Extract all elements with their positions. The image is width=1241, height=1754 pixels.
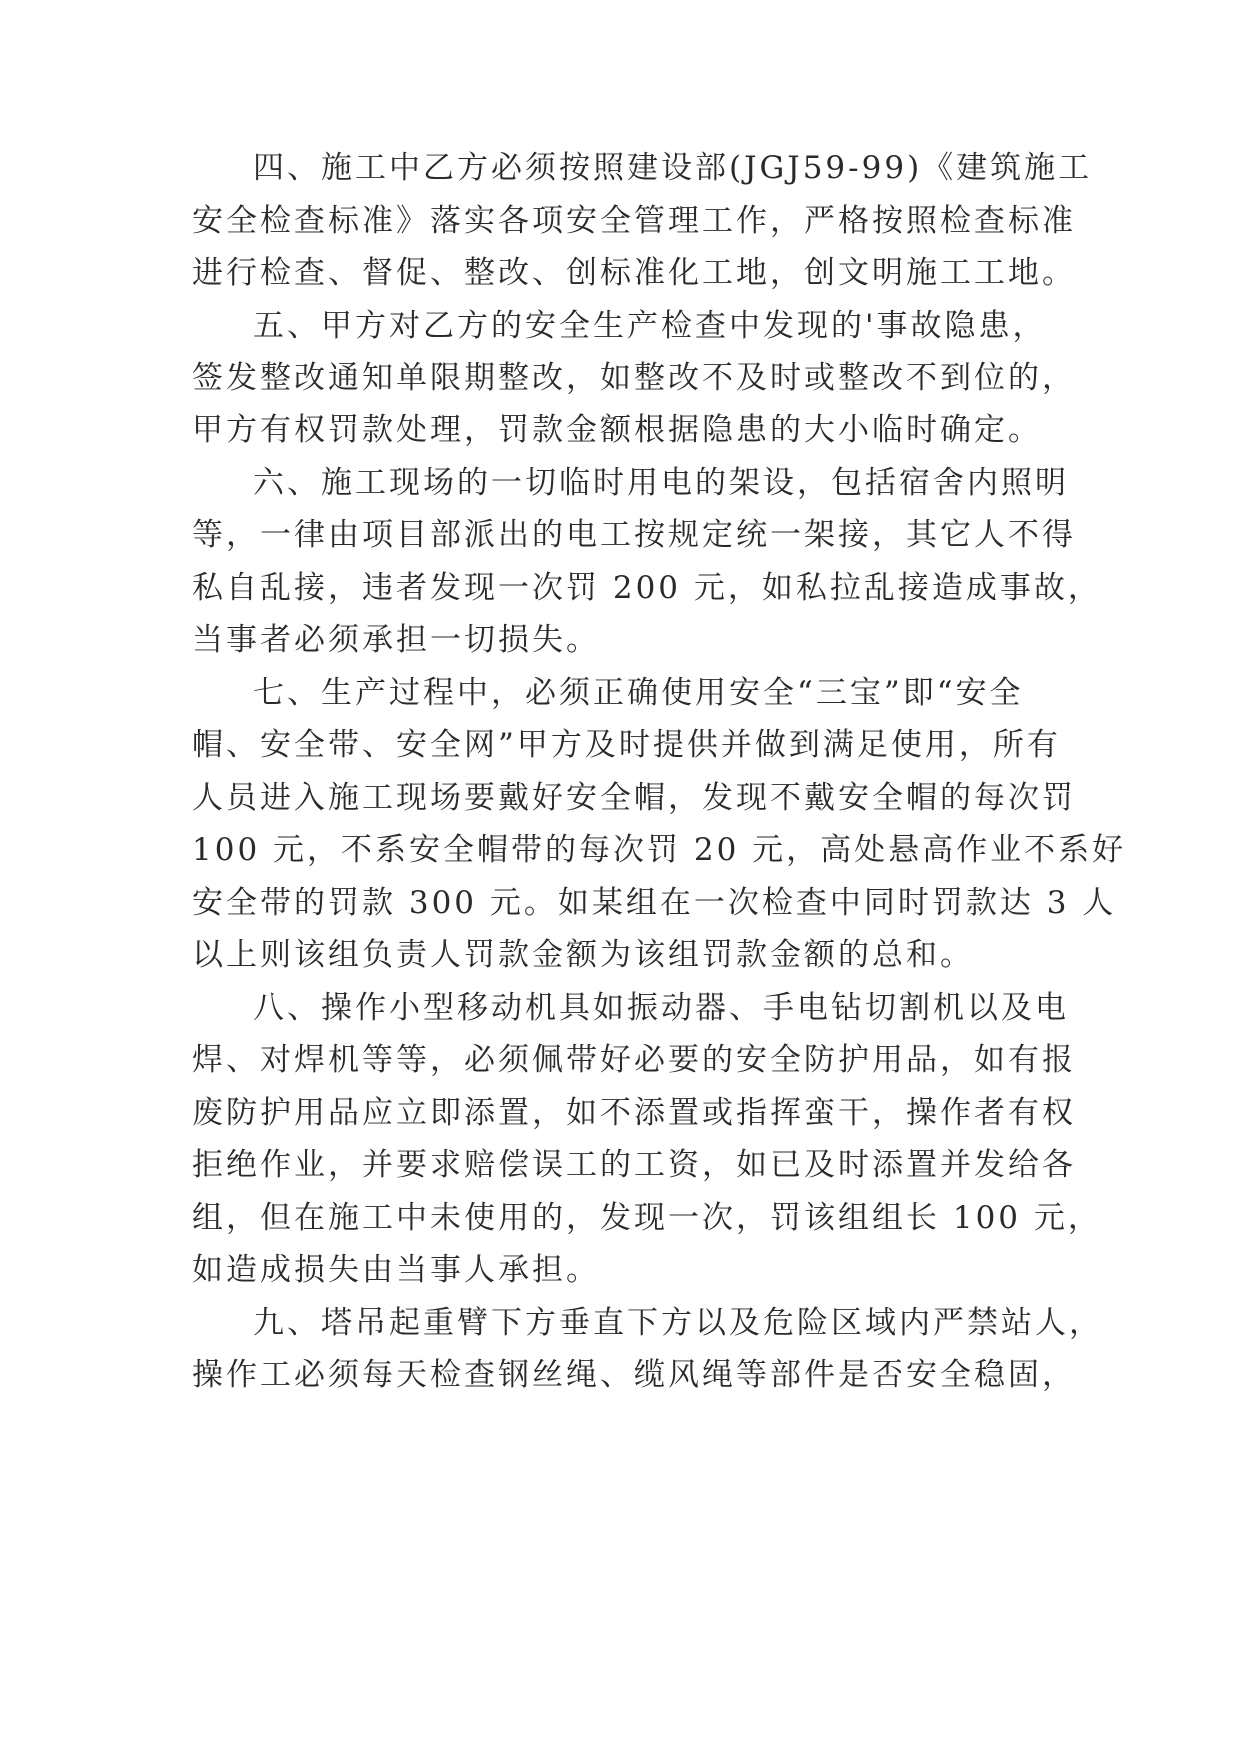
text-line: 安全检查标准》落实各项安全管理工作，严格按照检查标准	[192, 203, 1076, 239]
text-line: 废防护用品应立即添置，如不添置或指挥蛮干，操作者有权	[192, 1095, 1076, 1131]
text-line: 人员进入施工现场要戴好安全帽，发现不戴安全帽的每次罚	[192, 780, 1076, 816]
text-line: 拒绝作业，并要求赔偿误工的工资，如已及时添置并发给各	[192, 1147, 1076, 1183]
text-line: 签发整改通知单限期整改，如整改不及时或整改不到位的，	[192, 360, 1076, 396]
text-line: 安全带的罚款 300 元。如某组在一次检查中同时罚款达 3 人	[192, 885, 1117, 921]
text-line: 八、操作小型移动机具如振动器、手电钻切割机以及电	[253, 990, 1069, 1026]
text-line: 帽、安全带、安全网”甲方及时提供并做到满足使用，所有	[192, 727, 1061, 763]
text-line: 五、甲方对乙方的安全生产检查中发现的'事故隐患，	[253, 308, 1047, 344]
text-line: 如造成损失由当事人承担。	[192, 1252, 600, 1288]
text-line: 进行检查、督促、整改、创标准化工地，创文明施工工地。	[192, 255, 1076, 291]
text-line: 私自乱接，违者发现一次罚 200 元，如私拉乱接造成事故，	[192, 570, 1102, 606]
text-line: 以上则该组负责人罚款金额为该组罚款金额的总和。	[192, 937, 974, 973]
text-line: 组，但在施工中未使用的，发现一次，罚该组组长 100 元，	[192, 1200, 1102, 1236]
text-line: 六、施工现场的一切临时用电的架设，包括宿舍内照明	[253, 465, 1069, 501]
text-line: 等，一律由项目部派出的电工按规定统一架接，其它人不得	[192, 517, 1076, 553]
text-line: 甲方有权罚款处理，罚款金额根据隐患的大小临时确定。	[192, 412, 1042, 448]
text-line: 焊、对焊机等等，必须佩带好必要的安全防护用品，如有报	[192, 1042, 1076, 1078]
text-line: 四、施工中乙方必须按照建设部(JGJ59-99)《建筑施工	[253, 150, 1093, 186]
text-line: 七、生产过程中，必须正确使用安全“三宝”即“安全	[253, 675, 1024, 711]
text-line: 当事者必须承担一切损失。	[192, 622, 600, 658]
text-line: 100 元，不系安全帽带的每次罚 20 元，高处悬高作业不系好	[192, 832, 1127, 868]
text-line: 九、塔吊起重臂下方垂直下方以及危险区域内严禁站人，	[253, 1305, 1103, 1341]
text-line: 操作工必须每天检查钢丝绳、缆风绳等部件是否安全稳固，	[192, 1357, 1076, 1393]
